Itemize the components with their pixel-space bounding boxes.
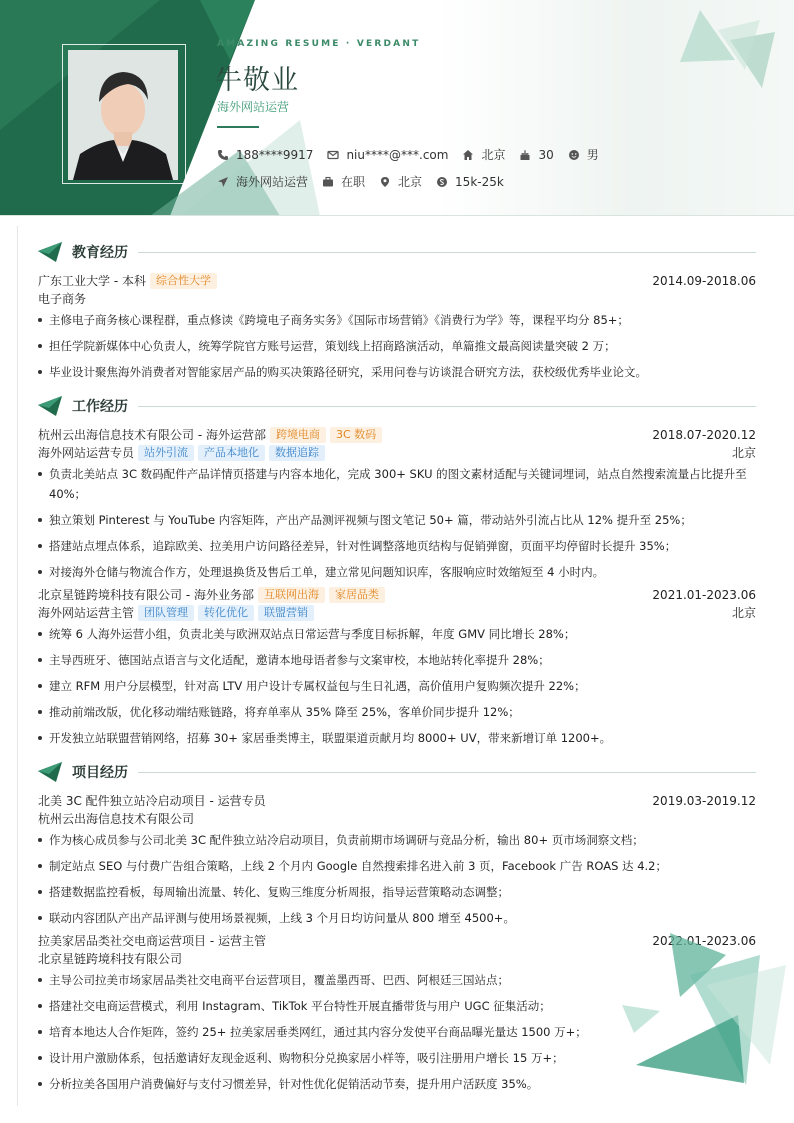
home-icon (462, 149, 474, 161)
money-icon (436, 176, 448, 188)
role-name: 海外网站运营专员 (38, 446, 135, 460)
paper-plane-icon (38, 762, 62, 782)
list-item: 搭建数据监控看板，每周输出流量、转化、复购三维度分析周报，指导运营策略动态调整； (38, 882, 756, 902)
industry-tag: 互联网出海 (258, 587, 325, 603)
mail-icon (327, 149, 339, 161)
target-job-text: 海外网站运营 (236, 175, 309, 189)
project-date: 2022.01-2023.06 (652, 934, 756, 948)
salary-info (436, 175, 504, 189)
list-item: 对接海外仓储与物流合作方，处理退换货及售后工单，建立常见问题知识库，客服响应时效缩短至 4 小时内。 (38, 562, 756, 582)
education-entry (38, 272, 756, 382)
gender-info (568, 146, 599, 163)
salary-text: 15k-25k (455, 174, 504, 189)
project-name: 拉美家居品类社交电商运营项目 - 运营主管 (38, 934, 266, 948)
work-date: 2018.07-2020.12 (652, 428, 756, 442)
education-school-row (38, 272, 756, 290)
project-bullets (38, 830, 756, 928)
section-projects-header (38, 760, 756, 784)
section-work-header (38, 394, 756, 418)
list-item: 设计用户激励体系，包括邀请好友现金返利、购物积分兑换家居小样等，吸引注册用户增长 15 万+； (38, 1048, 756, 1068)
work-bullets (38, 624, 756, 748)
project-date: 2019.03-2019.12 (652, 794, 756, 808)
section-divider (138, 406, 756, 407)
email-text: niu****@***.com (346, 147, 449, 162)
skill-tag: 产品本地化 (198, 445, 265, 461)
paper-plane-icon (38, 242, 62, 262)
title-underline (217, 126, 259, 128)
list-item: 制定站点 SEO 与付费广告组合策略，上线 2 个月内 Google 自然搜索排名进入前 3 页，Facebook 广告 ROAS 达 4.2； (38, 856, 756, 876)
list-item: 分析拉美各国用户消费偏好与支付习惯差异，针对性优化促销活动节奏，提升用户活跃度 35%。 (38, 1074, 756, 1094)
status-info (322, 173, 365, 190)
industry-tag: 3C 数码 (330, 427, 382, 443)
list-item: 统筹 6 人海外运营小组，负责北美与欧洲双站点日常运营与季度目标拆解，年度 GMV 同比增长 28%； (38, 624, 756, 644)
company-name: 北京星链跨境科技有限公司 - 海外业务部 (38, 588, 254, 602)
target-job-info (217, 173, 308, 190)
work-entry (38, 586, 756, 748)
section-divider (138, 772, 756, 773)
work-company-row (38, 586, 756, 604)
candidate-name: 牛敬业 (215, 65, 299, 96)
section-divider (138, 252, 756, 253)
list-item: 独立策划 Pinterest 与 YouTube 内容矩阵，产出产品测评视频与图文笔记 50+ 篇，带动站外引流占比从 12% 提升至 25%； (38, 510, 756, 530)
section-title: 工作经历 (72, 399, 128, 415)
project-entry (38, 792, 756, 928)
skill-tag: 数据追踪 (269, 445, 325, 461)
industry-tag: 跨境电商 (270, 427, 326, 443)
project-name-row (38, 792, 756, 810)
list-item: 推动前端改版，优化移动端结账链路，将弃单率从 35% 降至 25%，客单价同步提升 12%； (38, 702, 756, 722)
education-major-row (38, 290, 756, 308)
skill-tag: 团队管理 (138, 605, 194, 621)
email-info (327, 148, 448, 162)
list-item: 培育本地达人合作矩阵，签约 25+ 拉美家居垂类网红，通过其内容分发使平台商品曝光量达 1500 万+； (38, 1022, 756, 1042)
section-title: 项目经历 (72, 765, 128, 781)
skill-tag: 联盟营销 (258, 605, 314, 621)
list-item: 搭建站点埋点体系，追踪欧美、拉美用户访问路径差异，针对性调整落地页结构与促销弹窗，页面平均停留时长提升 35%； (38, 536, 756, 556)
project-name: 北美 3C 配件独立站冷启动项目 - 运营专员 (38, 794, 266, 808)
resume-header (0, 0, 794, 216)
work-entry (38, 426, 756, 582)
send-icon (217, 176, 229, 188)
phone-icon (217, 149, 229, 161)
industry-tag: 家居品类 (329, 587, 385, 603)
paper-plane-icon (38, 396, 62, 416)
avatar-photo (68, 50, 178, 180)
phone-info (217, 148, 313, 162)
status-text: 在职 (341, 175, 366, 189)
target-city-text: 北京 (398, 175, 423, 189)
section-education-header (38, 240, 756, 264)
section-title: 教育经历 (72, 245, 128, 261)
target-city-info (379, 173, 422, 190)
city-text: 北京 (481, 148, 506, 162)
work-date: 2021.01-2023.06 (652, 588, 756, 602)
work-location: 北京 (731, 446, 756, 460)
list-item: 毕业设计聚焦海外消费者对智能家居产品的购买决策路径研究，采用问卷与访谈混合研究方法，获校级优秀毕业论文。 (38, 362, 756, 382)
phone-text: 188****9917 (236, 147, 314, 162)
major-text: 电子商务 (38, 292, 87, 306)
skill-tag: 站外引流 (138, 445, 194, 461)
skill-tag: 转化优化 (198, 605, 254, 621)
job-intent-row (217, 173, 518, 190)
list-item: 联动内容团队产出产品评测与使用场景视频，上线 3 个月日均访问量从 800 增至 4500+。 (38, 908, 756, 928)
list-item: 作为核心成员参与公司北美 3C 配件独立站冷启动项目，负责前期市场调研与竞品分析，输出 80+ 页市场洞察文档； (38, 830, 756, 850)
resume-tagline: AMAZING RESUME · VERDANT (217, 39, 421, 49)
corner-decoration (610, 925, 794, 1095)
list-item: 建立 RFM 用户分层模型，针对高 LTV 用户设计专属权益包与生日礼遇，高价值用户复购频次提升 22%； (38, 676, 756, 696)
cake-icon (519, 149, 531, 161)
list-item: 搭建社交电商运营模式，利用 Instagram、TikTok 平台特性开展直播带货与用户 UGC 征集活动； (38, 996, 756, 1016)
age-info (519, 148, 553, 162)
left-margin-rule (17, 226, 18, 1106)
project-company-row (38, 810, 756, 828)
list-item: 主修电子商务核心课程群，重点修读《跨境电子商务实务》《国际市场营销》《消费行为学》等，课程平均分 85+； (38, 310, 756, 330)
school-tag: 综合性大学 (150, 273, 217, 289)
work-location: 北京 (731, 606, 756, 620)
header-divider (0, 215, 794, 216)
company-name: 杭州云出海信息技术有限公司 - 海外运营部 (38, 428, 266, 442)
contact-row (217, 146, 613, 163)
list-item: 主导西班牙、德国站点语言与文化适配，邀请本地母语者参与文案审校，本地站转化率提升 28%； (38, 650, 756, 670)
school-name: 广东工业大学 - 本科 (38, 274, 146, 288)
location-icon (379, 176, 391, 188)
list-item: 开发独立站联盟营销网络，招募 30+ 家居垂类博主，联盟渠道贡献月均 8000+ UV，带来新增订单 1200+。 (38, 728, 756, 748)
work-role-row (38, 604, 756, 622)
education-date: 2014.09-2018.06 (652, 274, 756, 288)
list-item: 主导公司拉美市场家居品类社交电商平台运营项目，覆盖墨西哥、巴西、阿根廷三国站点； (38, 970, 756, 990)
project-company: 杭州云出海信息技术有限公司 (38, 812, 195, 826)
list-item: 担任学院新媒体中心负责人，统筹学院官方账号运营，策划线上招商路演活动，单篇推文最高阅读量突破 2 万； (38, 336, 756, 356)
age-text: 30 (538, 147, 554, 162)
gender-text: 男 (586, 148, 599, 162)
work-role-row (38, 444, 756, 462)
city-info (462, 146, 505, 163)
project-company: 北京星链跨境科技有限公司 (38, 952, 183, 966)
work-bullets (38, 464, 756, 582)
candidate-title: 海外网站运营 (217, 100, 290, 114)
briefcase-icon (322, 176, 334, 188)
gender-icon (568, 149, 580, 161)
role-name: 海外网站运营主管 (38, 606, 135, 620)
work-company-row (38, 426, 756, 444)
list-item: 负责北美站点 3C 数码配件产品详情页搭建与内容本地化，完成 300+ SKU 的图文素材适配与关键词埋词，站点自然搜索流量占比提升至 40%； (38, 464, 756, 504)
education-bullets (38, 310, 756, 382)
